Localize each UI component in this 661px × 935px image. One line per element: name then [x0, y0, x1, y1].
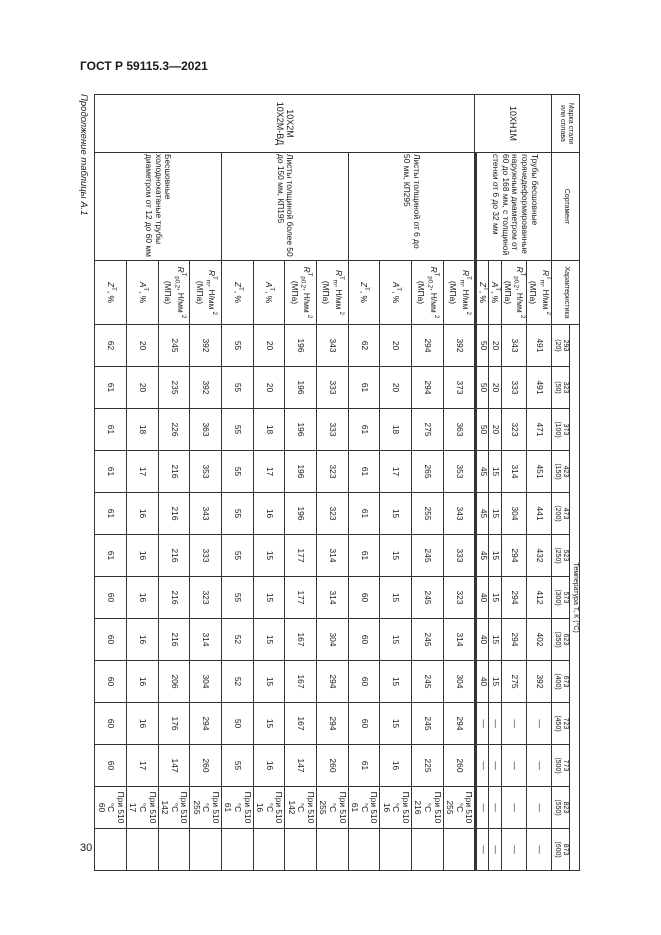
- value-cell: [475, 535, 476, 577]
- temp-header: 523 (250): [552, 535, 570, 577]
- value-cell: 245: [411, 661, 443, 703]
- value-cell: 18: [380, 409, 412, 451]
- value-cell: 196: [285, 325, 317, 367]
- characteristic-cell: $A^T$, %: [126, 261, 158, 325]
- value-cell: 55: [221, 577, 253, 619]
- value-cell: 15: [380, 577, 412, 619]
- value-cell: 392: [443, 325, 475, 367]
- header-temperature: Температура Т, К (°С): [570, 325, 580, 871]
- value-cell: —: [489, 745, 501, 787]
- value-cell: 225: [411, 745, 443, 787]
- value-cell: При 510 °С 255: [443, 787, 475, 829]
- characteristic-cell: $R^T_{p0,2}$, Н/мм $^2$ (МПа): [158, 261, 190, 325]
- value-cell: 265: [411, 451, 443, 493]
- value-cell: 333: [190, 535, 222, 577]
- value-cell: [443, 829, 475, 871]
- value-cell: [475, 745, 476, 787]
- table-row: [475, 95, 476, 871]
- value-cell: 61: [348, 409, 380, 451]
- value-cell: [476, 745, 477, 787]
- value-cell: 55: [221, 325, 253, 367]
- value-cell: —: [489, 787, 501, 829]
- value-cell: 16: [126, 619, 158, 661]
- value-cell: 343: [316, 325, 348, 367]
- value-cell: 55: [221, 493, 253, 535]
- value-cell: 16: [126, 535, 158, 577]
- value-cell: 55: [221, 409, 253, 451]
- value-cell: 260: [316, 745, 348, 787]
- header-grade: Марка стали или сплава: [552, 95, 580, 153]
- value-cell: 15: [380, 535, 412, 577]
- value-cell: 60: [348, 577, 380, 619]
- characteristic-cell: $Z^T$, %: [348, 261, 380, 325]
- value-cell: 196: [285, 367, 317, 409]
- value-cell: 245: [411, 577, 443, 619]
- value-cell: 196: [285, 451, 317, 493]
- value-cell: 314: [443, 619, 475, 661]
- value-cell: [476, 451, 477, 493]
- value-cell: 61: [348, 451, 380, 493]
- value-cell: 55: [221, 367, 253, 409]
- value-cell: 260: [190, 745, 222, 787]
- value-cell: 60: [348, 661, 380, 703]
- value-cell: 412: [526, 577, 551, 619]
- value-cell: [475, 619, 476, 661]
- value-cell: 60: [95, 619, 127, 661]
- value-cell: 40: [477, 577, 489, 619]
- value-cell: 314: [501, 451, 526, 493]
- value-cell: 226: [158, 409, 190, 451]
- value-cell: 16: [253, 493, 285, 535]
- value-cell: [476, 367, 477, 409]
- characteristic-cell: [476, 261, 477, 325]
- value-cell: 323: [501, 409, 526, 451]
- value-cell: [475, 577, 476, 619]
- value-cell: 50: [477, 325, 489, 367]
- value-cell: При 510 °С 60: [95, 787, 127, 829]
- characteristic-cell: $R^T_m$, Н/мм $^2$ (МПа): [526, 261, 551, 325]
- characteristic-cell: $R^T_m$, Н/мм $^2$ (МПа): [316, 261, 348, 325]
- value-cell: 343: [443, 493, 475, 535]
- value-cell: 392: [190, 325, 222, 367]
- value-cell: —: [489, 829, 501, 871]
- value-cell: [475, 409, 476, 451]
- value-cell: 216: [158, 535, 190, 577]
- value-cell: [475, 367, 476, 409]
- header-characteristic: Характеристика: [552, 261, 580, 325]
- value-cell: —: [477, 745, 489, 787]
- value-cell: 18: [126, 409, 158, 451]
- value-cell: 15: [380, 619, 412, 661]
- value-cell: 55: [221, 745, 253, 787]
- value-cell: При 510 °С 17: [126, 787, 158, 829]
- value-cell: 60: [348, 619, 380, 661]
- value-cell: 61: [348, 745, 380, 787]
- assortment-cell: Листы толщиной более 50 до 150 мм, КП195: [221, 153, 348, 261]
- value-cell: 62: [95, 325, 127, 367]
- value-cell: 147: [158, 745, 190, 787]
- value-cell: 15: [489, 451, 501, 493]
- value-cell: 45: [477, 451, 489, 493]
- value-cell: При 510 °С 255: [316, 787, 348, 829]
- value-cell: 353: [443, 451, 475, 493]
- characteristic-cell: $R^T_m$, Н/мм $^2$ (МПа): [443, 261, 475, 325]
- value-cell: 61: [95, 493, 127, 535]
- temp-header: 323 (50): [552, 367, 570, 409]
- page-number: 30: [80, 842, 93, 854]
- assortment-cell: [475, 153, 476, 261]
- document-header: ГОСТ Р 59115.3—2021: [80, 59, 208, 73]
- value-cell: 45: [477, 535, 489, 577]
- value-cell: 20: [253, 367, 285, 409]
- value-cell: 353: [190, 451, 222, 493]
- value-cell: При 510 °С 16: [253, 787, 285, 829]
- temp-header: 773 (500): [552, 745, 570, 787]
- value-cell: —: [501, 787, 526, 829]
- value-cell: [475, 829, 476, 871]
- value-cell: 176: [158, 703, 190, 745]
- value-cell: 20: [489, 409, 501, 451]
- value-cell: —: [526, 703, 551, 745]
- value-cell: 20: [126, 325, 158, 367]
- value-cell: 17: [126, 745, 158, 787]
- table-body: [95, 95, 580, 871]
- assortment-cell: Листы толщиной от 6 до 50 мм, КП295: [348, 153, 475, 261]
- value-cell: [380, 829, 412, 871]
- value-cell: 16: [380, 745, 412, 787]
- value-cell: 294: [501, 577, 526, 619]
- value-cell: 60: [95, 661, 127, 703]
- value-cell: 245: [411, 619, 443, 661]
- characteristic-cell: $Z^T$, %: [221, 261, 253, 325]
- value-cell: 60: [95, 745, 127, 787]
- value-cell: [126, 829, 158, 871]
- header-row: [570, 95, 580, 871]
- table-row: [443, 95, 475, 871]
- value-cell: [475, 325, 476, 367]
- value-cell: 17: [380, 451, 412, 493]
- value-cell: 323: [190, 577, 222, 619]
- value-cell: 216: [158, 451, 190, 493]
- value-cell: 333: [501, 367, 526, 409]
- value-cell: [476, 493, 477, 535]
- value-cell: 16: [126, 661, 158, 703]
- temp-header: 373 (100): [552, 409, 570, 451]
- value-cell: 52: [221, 661, 253, 703]
- value-cell: [476, 829, 477, 871]
- value-cell: [316, 829, 348, 871]
- table-row: [476, 95, 477, 871]
- characteristic-cell: $R^T_{p0,2}$, Н/мм $^2$ (МПа): [285, 261, 317, 325]
- value-cell: 20: [380, 325, 412, 367]
- value-cell: При 510 °С 61: [348, 787, 380, 829]
- value-cell: [348, 829, 380, 871]
- value-cell: [221, 829, 253, 871]
- table-row: [526, 95, 551, 871]
- assortment-cell: Бесшовные холоднокатаные трубы диаметром от 12 до 60 мм: [95, 153, 222, 261]
- value-cell: 275: [411, 409, 443, 451]
- value-cell: 260: [443, 745, 475, 787]
- characteristic-cell: $R^T_m$, Н/мм $^2$ (МПа): [190, 261, 222, 325]
- value-cell: 304: [190, 661, 222, 703]
- value-cell: 392: [190, 367, 222, 409]
- value-cell: 16: [126, 703, 158, 745]
- characteristic-cell: $R^T_{p0,2}$, Н/мм $^2$ (МПа): [501, 261, 526, 325]
- value-cell: 20: [489, 325, 501, 367]
- value-cell: 15: [253, 619, 285, 661]
- value-cell: —: [526, 745, 551, 787]
- value-cell: —: [489, 703, 501, 745]
- temp-header: 573 (300): [552, 577, 570, 619]
- value-cell: —: [501, 745, 526, 787]
- value-cell: 20: [380, 367, 412, 409]
- value-cell: 333: [316, 367, 348, 409]
- value-cell: 294: [316, 703, 348, 745]
- value-cell: 60: [95, 703, 127, 745]
- temp-header: 293 (20): [552, 325, 570, 367]
- temp-header: 723 (450): [552, 703, 570, 745]
- value-cell: 60: [348, 703, 380, 745]
- value-cell: [476, 703, 477, 745]
- value-cell: 294: [411, 367, 443, 409]
- value-cell: —: [501, 829, 526, 871]
- value-cell: [476, 619, 477, 661]
- value-cell: 304: [443, 661, 475, 703]
- value-cell: 15: [489, 619, 501, 661]
- value-cell: 245: [411, 535, 443, 577]
- value-cell: 50: [221, 703, 253, 745]
- value-cell: 15: [380, 493, 412, 535]
- value-cell: При 510 °С 142: [285, 787, 317, 829]
- grade-cell: 10Х2М 10Х2М-ВД: [95, 95, 475, 153]
- characteristic-cell: $A^T$, %: [380, 261, 412, 325]
- value-cell: 294: [501, 535, 526, 577]
- value-cell: 177: [285, 535, 317, 577]
- value-cell: 441: [526, 493, 551, 535]
- value-cell: 45: [477, 493, 489, 535]
- value-cell: —: [526, 829, 551, 871]
- value-cell: 392: [526, 661, 551, 703]
- value-cell: 15: [489, 661, 501, 703]
- value-cell: 55: [221, 451, 253, 493]
- value-cell: 50: [477, 367, 489, 409]
- table-row: [190, 95, 222, 871]
- value-cell: 20: [489, 367, 501, 409]
- value-cell: 196: [285, 409, 317, 451]
- value-cell: 363: [443, 409, 475, 451]
- value-cell: 15: [253, 703, 285, 745]
- value-cell: 18: [253, 409, 285, 451]
- value-cell: При 510 °С 16: [380, 787, 412, 829]
- value-cell: 15: [253, 661, 285, 703]
- temp-header: 623 (350): [552, 619, 570, 661]
- value-cell: 314: [316, 577, 348, 619]
- value-cell: 61: [95, 535, 127, 577]
- value-cell: [285, 829, 317, 871]
- value-cell: —: [477, 829, 489, 871]
- temp-header: 823 (550): [552, 787, 570, 829]
- table-caption: Продолжение таблицы А.1: [78, 94, 89, 216]
- value-cell: 61: [348, 367, 380, 409]
- characteristic-cell: [475, 261, 476, 325]
- value-cell: [475, 493, 476, 535]
- value-cell: [95, 829, 127, 871]
- temp-header: 873 (600): [552, 829, 570, 871]
- value-cell: [476, 661, 477, 703]
- value-cell: 177: [285, 577, 317, 619]
- value-cell: 373: [443, 367, 475, 409]
- value-cell: —: [477, 787, 489, 829]
- characteristic-cell: $Z^T$, %: [477, 261, 489, 325]
- value-cell: 147: [285, 745, 317, 787]
- value-cell: 206: [158, 661, 190, 703]
- value-cell: 16: [126, 493, 158, 535]
- value-cell: 61: [95, 367, 127, 409]
- header-assortment: Сортамент: [552, 153, 580, 261]
- assortment-cell: Трубы бесшовные горячедеформированные наружным диаметром от 60 до 168 мм, с толщиной стенки от 6 до 32 мм: [477, 153, 552, 261]
- value-cell: 333: [316, 409, 348, 451]
- value-cell: 20: [126, 367, 158, 409]
- value-cell: [475, 703, 476, 745]
- value-cell: 304: [501, 493, 526, 535]
- value-cell: 61: [348, 493, 380, 535]
- value-cell: 40: [477, 661, 489, 703]
- value-cell: 167: [285, 619, 317, 661]
- value-cell: 314: [190, 619, 222, 661]
- value-cell: 196: [285, 493, 317, 535]
- value-cell: [475, 661, 476, 703]
- characteristic-cell: $Z^T$, %: [95, 261, 127, 325]
- value-cell: 491: [526, 367, 551, 409]
- value-cell: 363: [190, 409, 222, 451]
- value-cell: 61: [348, 535, 380, 577]
- value-cell: [476, 325, 477, 367]
- value-cell: 245: [411, 703, 443, 745]
- value-cell: 294: [501, 619, 526, 661]
- value-cell: При 510 °С 216: [411, 787, 443, 829]
- value-cell: 55: [221, 535, 253, 577]
- value-cell: [476, 409, 477, 451]
- value-cell: [475, 451, 476, 493]
- value-cell: 323: [316, 493, 348, 535]
- value-cell: 20: [253, 325, 285, 367]
- value-cell: 294: [443, 703, 475, 745]
- value-cell: [476, 535, 477, 577]
- value-cell: 323: [316, 451, 348, 493]
- properties-table: [94, 94, 580, 871]
- value-cell: [253, 829, 285, 871]
- value-cell: При 510 °С 142: [158, 787, 190, 829]
- value-cell: 61: [95, 451, 127, 493]
- temp-header: 423 (150): [552, 451, 570, 493]
- value-cell: 60: [95, 577, 127, 619]
- value-cell: 402: [526, 619, 551, 661]
- value-cell: 52: [221, 619, 253, 661]
- value-cell: [411, 829, 443, 871]
- value-cell: При 510 °С 255: [190, 787, 222, 829]
- value-cell: 323: [443, 577, 475, 619]
- value-cell: —: [477, 703, 489, 745]
- characteristic-cell: $A^T$, %: [489, 261, 501, 325]
- value-cell: 50: [477, 409, 489, 451]
- value-cell: 167: [285, 703, 317, 745]
- value-cell: —: [526, 787, 551, 829]
- value-cell: 15: [253, 577, 285, 619]
- value-cell: 15: [489, 493, 501, 535]
- value-cell: 245: [158, 325, 190, 367]
- value-cell: 15: [489, 577, 501, 619]
- value-cell: 62: [348, 325, 380, 367]
- value-cell: 61: [95, 409, 127, 451]
- value-cell: 15: [380, 703, 412, 745]
- value-cell: 17: [126, 451, 158, 493]
- value-cell: 491: [526, 325, 551, 367]
- value-cell: 314: [316, 535, 348, 577]
- value-cell: 216: [158, 619, 190, 661]
- value-cell: 294: [190, 703, 222, 745]
- value-cell: 304: [316, 619, 348, 661]
- value-cell: 275: [501, 661, 526, 703]
- value-cell: 471: [526, 409, 551, 451]
- value-cell: 16: [126, 577, 158, 619]
- value-cell: 333: [443, 535, 475, 577]
- value-cell: 255: [411, 493, 443, 535]
- characteristic-cell: $R^T_{p0,2}$, Н/мм $^2$ (МПа): [411, 261, 443, 325]
- value-cell: 294: [411, 325, 443, 367]
- value-cell: [158, 829, 190, 871]
- value-cell: —: [501, 703, 526, 745]
- value-cell: 235: [158, 367, 190, 409]
- value-cell: 15: [380, 661, 412, 703]
- value-cell: 216: [158, 577, 190, 619]
- table-row: [316, 95, 348, 871]
- value-cell: 343: [501, 325, 526, 367]
- temp-header: 473 (200): [552, 493, 570, 535]
- assortment-cell: [476, 153, 477, 261]
- value-cell: [475, 787, 476, 829]
- value-cell: 16: [253, 745, 285, 787]
- table-caption-wrap: [80, 94, 94, 837]
- value-cell: 17: [253, 451, 285, 493]
- value-cell: [476, 577, 477, 619]
- value-cell: 216: [158, 493, 190, 535]
- grade-cell: 10ХН1М: [475, 95, 552, 153]
- value-cell: [190, 829, 222, 871]
- value-cell: 15: [253, 535, 285, 577]
- value-cell: 294: [316, 661, 348, 703]
- value-cell: 343: [190, 493, 222, 535]
- value-cell: При 510 °С 61: [221, 787, 253, 829]
- value-cell: 15: [489, 535, 501, 577]
- value-cell: 451: [526, 451, 551, 493]
- value-cell: 40: [477, 619, 489, 661]
- value-cell: 432: [526, 535, 551, 577]
- value-cell: 167: [285, 661, 317, 703]
- value-cell: [476, 787, 477, 829]
- rotated-table-wrap: [94, 94, 580, 858]
- characteristic-cell: $A^T$, %: [253, 261, 285, 325]
- temp-header: 673 (400): [552, 661, 570, 703]
